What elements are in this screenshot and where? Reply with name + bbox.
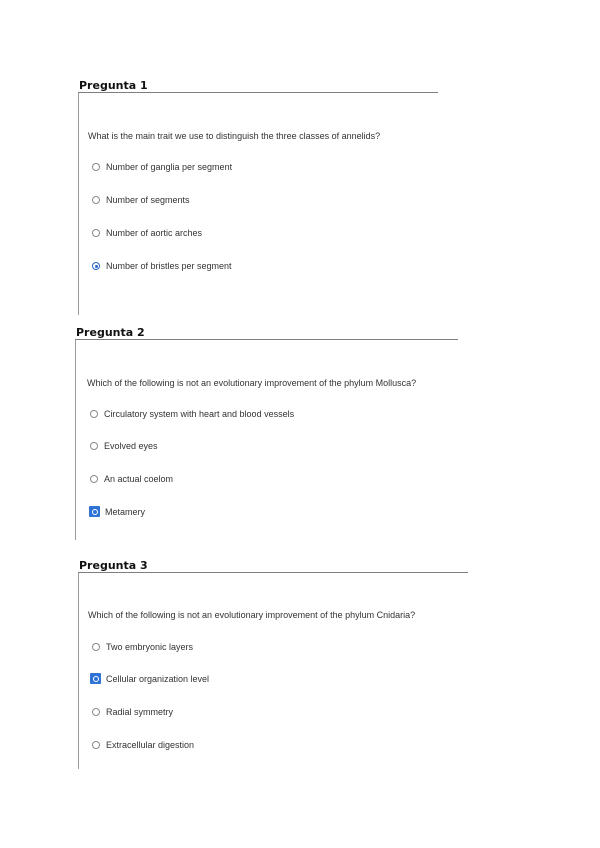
answer-option-selected[interactable]: [89, 506, 145, 517]
answer-option[interactable]: [92, 740, 194, 750]
answer-label: Number of aortic arches: [106, 228, 203, 238]
question-text: Which of the following is not an evolutionary improvement of the phylum Cnidaria?: [88, 610, 416, 620]
answer-label: An actual coelom: [104, 474, 174, 484]
title-divider: [78, 572, 468, 573]
radio-unchecked-icon[interactable]: [92, 196, 100, 204]
answer-label: Radial symmetry: [106, 707, 174, 717]
radio-checked-icon[interactable]: [92, 262, 100, 270]
radio-unchecked-icon[interactable]: [90, 442, 98, 450]
answer-label: Number of segments: [106, 195, 190, 205]
radio-unchecked-icon[interactable]: [92, 643, 100, 651]
answer-option[interactable]: [92, 642, 193, 652]
answer-option[interactable]: [92, 195, 190, 205]
answer-option[interactable]: [90, 409, 294, 419]
radio-unchecked-icon[interactable]: [92, 229, 100, 237]
radio-unchecked-icon[interactable]: [92, 708, 100, 716]
radio-unchecked-icon[interactable]: [90, 475, 98, 483]
radio-checked-focused-icon[interactable]: [90, 673, 101, 684]
answer-label: Circulatory system with heart and blood vessels: [104, 409, 295, 419]
question-border: [75, 340, 76, 540]
answer-option[interactable]: [90, 474, 173, 484]
answer-option-selected[interactable]: [90, 673, 209, 684]
answer-option-selected[interactable]: [92, 261, 232, 271]
radio-unchecked-icon[interactable]: [90, 410, 98, 418]
radio-unchecked-icon[interactable]: [92, 741, 100, 749]
answer-label: Evolved eyes: [104, 441, 158, 451]
question-title: Pregunta 3: [79, 559, 148, 572]
question-border: [78, 93, 79, 315]
answer-label: Two embryonic layers: [106, 642, 194, 652]
answer-label: Metamery: [105, 506, 146, 517]
answer-label: Extracellular digestion: [106, 740, 195, 750]
title-divider: [78, 92, 438, 93]
answer-option[interactable]: [92, 707, 173, 717]
answer-option[interactable]: [92, 162, 232, 172]
answer-option[interactable]: [92, 228, 202, 238]
radio-unchecked-icon[interactable]: [92, 163, 100, 171]
title-divider: [75, 339, 458, 340]
question-text: What is the main trait we use to distinguish the three classes of annelids?: [88, 131, 381, 141]
question-text: Which of the following is not an evolutionary improvement of the phylum Mollusca?: [87, 378, 417, 388]
answer-label: Number of ganglia per segment: [106, 162, 233, 172]
question-title: Pregunta 2: [76, 326, 145, 339]
question-title: Pregunta 1: [79, 79, 148, 92]
question-border: [78, 573, 79, 769]
answer-option[interactable]: [90, 441, 158, 451]
answer-label: Number of bristles per segment: [106, 261, 232, 271]
radio-checked-focused-icon[interactable]: [89, 506, 100, 517]
answer-label: Cellular organization level: [106, 673, 210, 684]
